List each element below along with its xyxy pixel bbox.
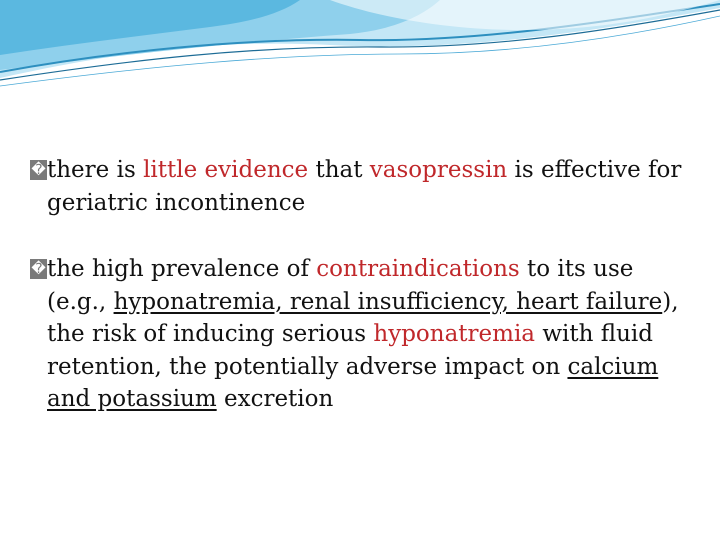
bullet-item [30, 154, 690, 219]
text-segment: there is [47, 157, 144, 183]
text-segment: is effective for geriatric incontinence [47, 157, 682, 216]
underlined-term: hyponatremia, renal insufficiency, heart failure [113, 288, 663, 315]
underlined-term: calcium and potassium [47, 353, 659, 412]
highlighted-term: hyponatremia [373, 321, 536, 347]
highlighted-term: vasopressin [369, 157, 508, 183]
text-segment: the high prevalence of [47, 256, 317, 282]
bullet-text [47, 253, 690, 416]
text-segment: ), the risk of inducing serious [47, 288, 679, 347]
highlighted-term: contraindications [316, 256, 520, 282]
text-segment: excretion [216, 386, 334, 412]
replacement-character-icon: � [31, 261, 46, 277]
text-segment: with fluid retention, the potentially adverse impact on [47, 321, 653, 380]
slide-body [30, 154, 690, 416]
text-segment: that [308, 157, 370, 183]
bullet-text [47, 154, 690, 219]
highlighted-term: little evidence [143, 157, 309, 183]
text-segment: to its use (e.g., [47, 256, 634, 315]
header-wave-decoration [0, 0, 720, 100]
bullet-item [30, 253, 690, 416]
replacement-character-icon: � [31, 162, 46, 178]
